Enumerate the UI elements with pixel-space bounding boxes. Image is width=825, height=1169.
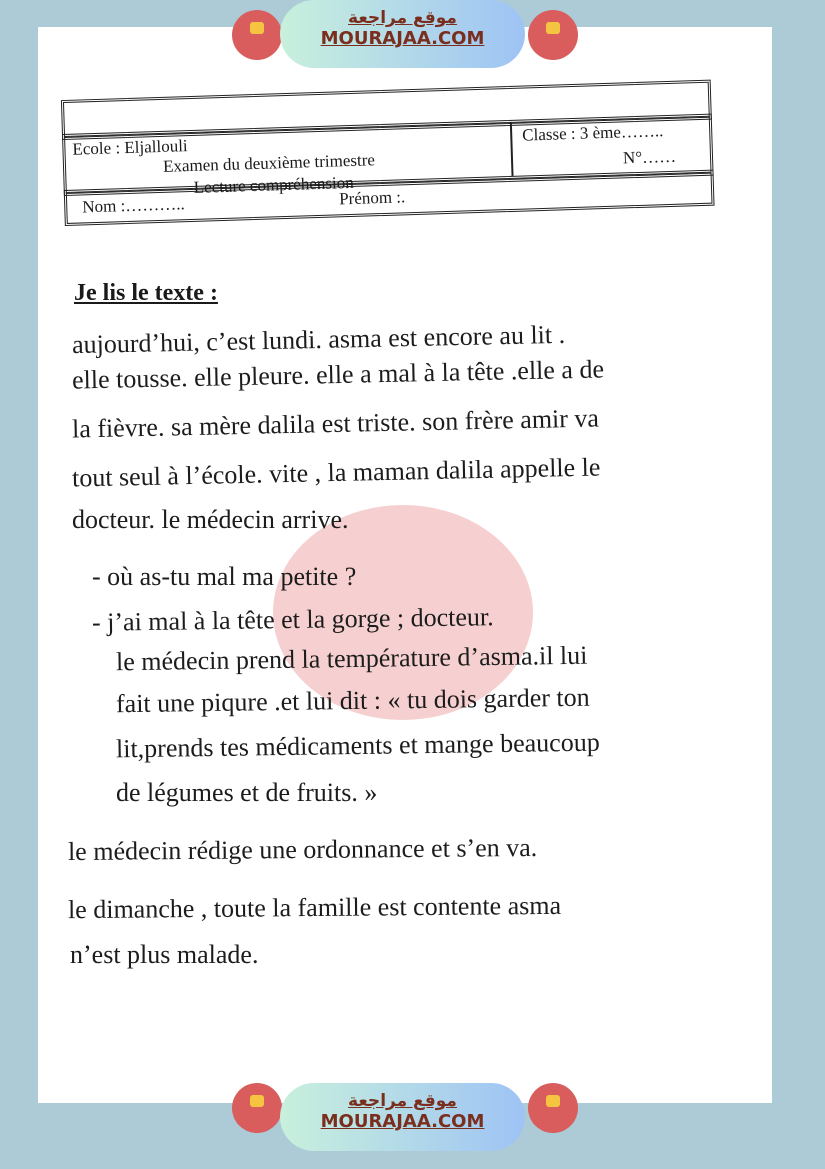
- exam-title: Examen du deuxième trimestre: [162, 150, 376, 176]
- book-icon: [250, 1095, 264, 1107]
- book-icon: [546, 22, 560, 34]
- site-logo-right-bottom: [528, 1083, 578, 1133]
- exam-subject: Lecture compréhension: [193, 172, 354, 197]
- site-name-latin: MOURAJAA.COM: [320, 1111, 485, 1132]
- exam-header: [61, 80, 715, 230]
- text-line: fait une piqure .et lui dit : « tu dois garder ton: [115, 682, 590, 719]
- site-logo-right: [528, 10, 578, 60]
- dialogue-line: - j’ai mal à la tête et la gorge ; docteur.: [91, 602, 494, 637]
- site-banner-bottom[interactable]: [280, 1083, 525, 1151]
- text-line: aujourd’hui, c’est lundi. asma est encore au lit .: [71, 319, 566, 360]
- site-name-latin: MOURAJAA.COM: [320, 28, 485, 49]
- site-name-arabic: موقع مراجعة: [348, 8, 457, 28]
- book-icon: [250, 22, 264, 34]
- site-name-arabic: موقع مراجعة: [348, 1091, 457, 1111]
- text-line: docteur. le médecin arrive.: [72, 505, 349, 534]
- site-logo-left: [232, 10, 282, 60]
- text-line: elle tousse. elle pleure. elle a mal à la tête .elle a de: [71, 354, 605, 395]
- class-field: Classe : 3 ème……..: [521, 121, 664, 145]
- site-banner-top[interactable]: [280, 0, 525, 68]
- text-line: tout seul à l’école. vite , la maman dalila appelle le: [71, 452, 601, 493]
- text-line: la fièvre. sa mère dalila est triste. son frère amir va: [71, 403, 600, 444]
- name-field: Nom :………..: [81, 194, 186, 217]
- site-logo-left-bottom: [232, 1083, 282, 1133]
- text-line: n’est plus malade.: [70, 940, 259, 969]
- text-line: lit,prends tes médicaments et mange beaucoup: [115, 727, 600, 764]
- text-line: le médecin rédige une ordonnance et s’en va.: [67, 832, 538, 867]
- text-line: le médecin prend la température d’asma.il lui: [115, 640, 588, 677]
- firstname-field: Prénom :.: [338, 187, 406, 209]
- text-line: de légumes et de fruits. »: [116, 778, 378, 807]
- section-title: Je lis le texte :: [74, 280, 218, 306]
- number-field: N°……: [622, 146, 677, 168]
- text-line: le dimanche , toute la famille est contente asma: [67, 890, 562, 925]
- dialogue-line: - où as-tu mal ma petite ?: [92, 562, 357, 591]
- school-name: Ecole : Eljallouli: [72, 136, 188, 159]
- book-icon: [546, 1095, 560, 1107]
